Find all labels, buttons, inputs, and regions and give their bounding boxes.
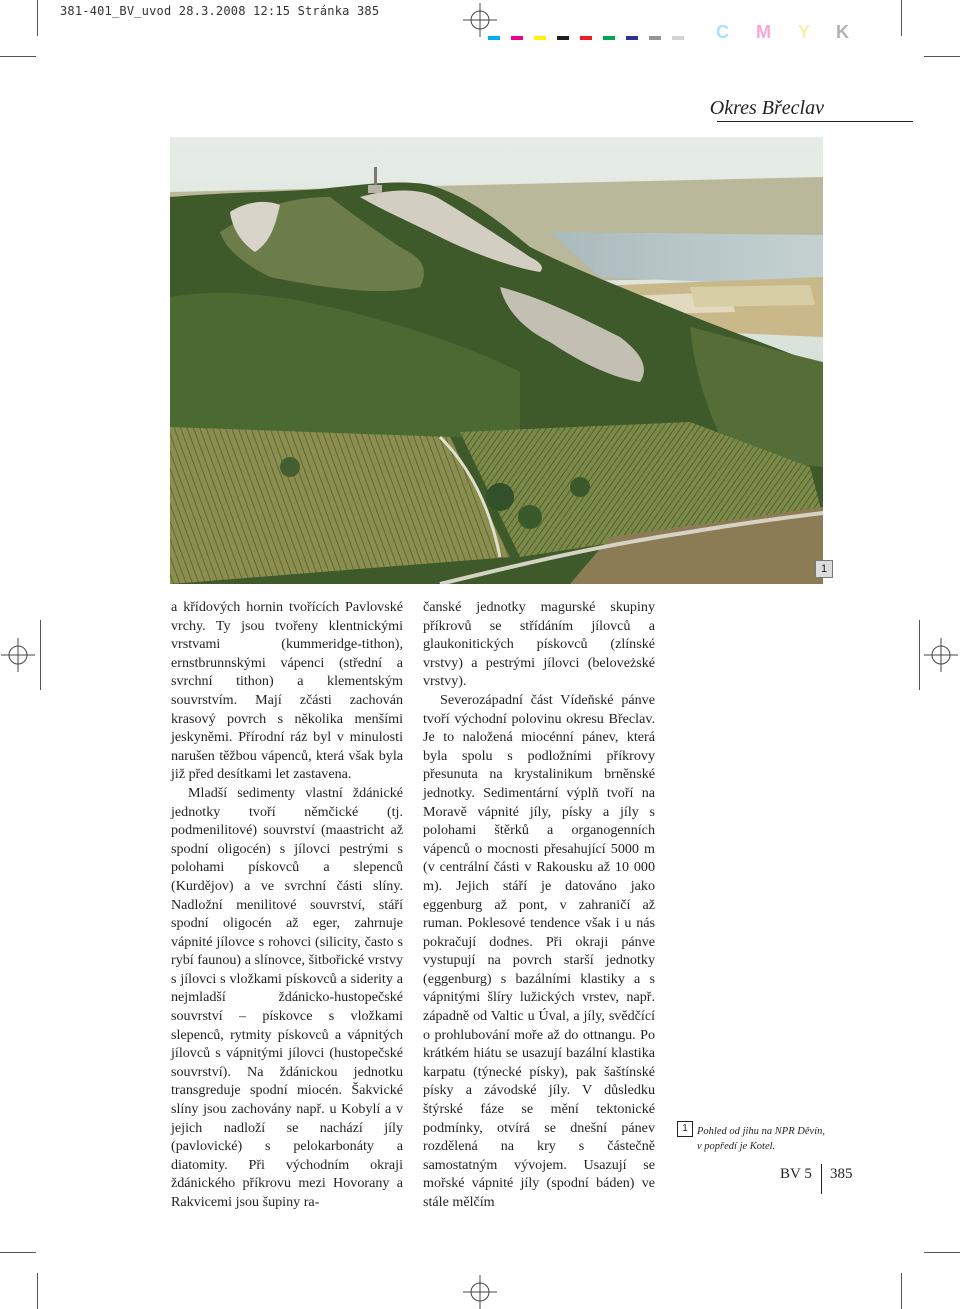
crop-mark [40,620,41,690]
text-column-right [423,598,655,1212]
caption-number-box: 1 [677,1121,693,1137]
cmyk-label-c: C [716,22,729,42]
running-header: Okres Břeclav [709,97,824,119]
registration-mark-icon [463,3,497,37]
paragraph: Severozápadní část Vídeňské pánve tvoří východní polovinu okresu Břeclav. Je to naložená miocénní pánev, která byla spolu s podložními příkrovy přesunuta na krystalinikum brněnské jednotky. Sedimentární výplň tvoří na Moravě vápnité jíly, písky a jíly s polohami štěrků a organogenních vápenců o mocnosti přesahující 5000 m (v centrální části v Rakousku až 10 000 m). Jejich stáří je datováno jako eggenburg až pont, v zahraničí až ruman. Poklesové tendence však i u nás pokračují dodnes. Při okraji pánve vystupují na povrch starší jednotky (eggenburg) s bazálními klastiky a s vápnitými šlíry lužických vrstev, např. západně od Valtic u Úval, a jíly, svědčící o prohlubování moře až do ottnangu. Po krátkém hiátu se usazují bazální klastika karpatu (týnecké písky), pak šaštínské písky a závodské jíly. V důsledku štýrské fáze se mění tektonické podmínky, otvírá se dnešní pánev rozdělená na kry s částečně samostatným vývojem. Usazují se mořské vápnité jíly (spodní báden) ve stále mělčím [423,691,655,1210]
cmyk-label-y: Y [798,22,811,42]
color-bar [488,36,684,40]
crop-mark [37,0,38,36]
crop-mark [0,1252,36,1253]
figure-caption: Pohled od jihu na NPR Děvín, v popředí je Kotel. [697,1126,825,1152]
paragraph: Mladší sedimenty vlastní ždánické jednotky tvoří němčické (tj. podmenilitové) souvrství (maastricht až spodní oligocén) s jílovci pestrými s polohami pískovců a slepenců (Kurdějov) a ve svrchní části slíny. Nadložní menilitové souvrství, stáří spodní oligocén až eger, zahrnuje vápnité jílovce s rohovci (silicity, často s rybí faunou) a slínovce, šitbořické vrstvy s jílovci s vložkami pískovců a siderity a nejmladší ždánicko-hustopečské souvrství – pískovce s vložkami slepenců, rytmity pískovců a vápnitých jílovců s vápnitými jílovci (hustopečské souvrství). Na ždánickou jednotku transgreduje spodní miocén. Šakvické slíny jsou zachovány např. u Kobylí a v jejich nadloží se nachází jíly (pavlovické) s pelokarbonáty a diatomity. Při východním okraji ždánického příkrovu mezi Hovorany a Rakvicemi jsou šupiny ra- [171,784,403,1210]
header-rule [717,121,913,122]
registration-mark-icon [1,638,35,672]
folio-divider [821,1164,822,1194]
paragraph: a křídových hornin tvořících Pavlovské vrchy. Ty jsou tvořeny klentnickými vrstvami (kummeridge-tithon), ernstbrunnskými vápenci (střední a svrchní tithon) a klementským souvrstvím. Mají zčásti zachován krasový povrch s několika menšími jeskyněmi. Přírodní ráz byl v minulosti narušen těžbou vápenců, která však byla již před desítkami let zastavena. [171,599,403,783]
crop-mark [901,0,902,36]
crop-mark [901,1273,902,1309]
cmyk-label-m: M [756,22,771,42]
figure-number-badge: 1 [815,560,833,578]
paragraph: čanské jednotky magurské skupiny příkrovů se střídáním jílovců a glaukonitických pískovců (zlínské vrstvy) a pestrými jílovci (beloveżské vrstvy). [423,599,655,690]
section-code: BV 5 [780,1166,812,1182]
crop-mark [919,620,920,690]
page-number: 385 [830,1166,853,1182]
crop-mark [37,1273,38,1309]
folio [780,1166,853,1183]
registration-mark-icon [924,638,958,672]
crop-mark [0,56,36,57]
text-column-left [171,598,403,1212]
cmyk-label-k: K [836,22,849,42]
printer-slug: 381-401_BV_uvod 28.3.2008 12:15 Stránka 385 [60,4,380,18]
landscape-photo [170,137,823,584]
registration-mark-icon [463,1275,497,1309]
crop-mark [924,1252,960,1253]
crop-mark [924,56,960,57]
